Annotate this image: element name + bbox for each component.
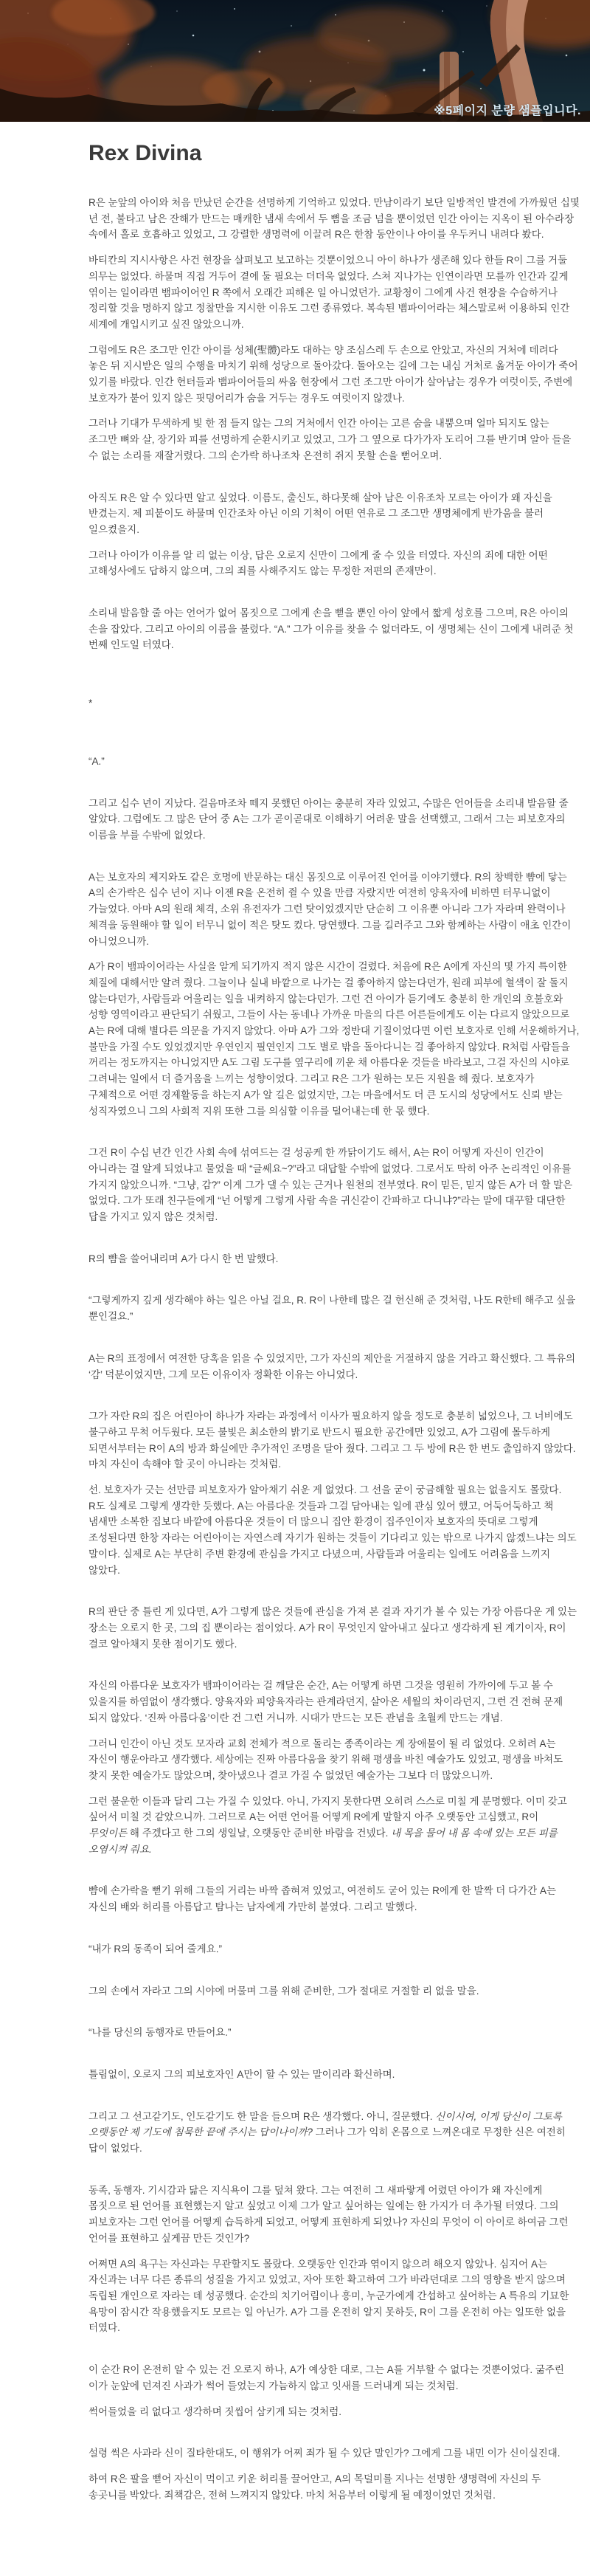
- paragraph: 그가 자란 R의 집은 어린아이 하나가 자라는 과정에서 이사가 필요하지 않을 정도로 충분히 넓었으나, 그 너비에도 불구하고 무척 어두웠다. 모든 불빛은 최소한의 밝기로 반드시 필요한 공간에만 있었고, A가 그림에 몰두하게 되면서부터는 R이 A의 방과 화실에만 추가적인 조명을 달아 줬다. 그리고 그 두 방에 R은 한 번도 출입하지 않았다. 마치 자신이 속해야 할 곳이 아니라는 것처럼.: [88, 1411, 576, 1470]
- paragraph-spacer: [88, 589, 580, 605]
- paragraph: A는 R의 표정에서 여전한 당혹을 읽을 수 있었지만, 그가 자신의 제안을 거절하지 않을 거라고 확신했다. 그 특유의 ‘감’ 덕분이었지만, 그게 모든 이유이자 정확한 이유는 아니었다.: [88, 1352, 576, 1380]
- paragraph: 그건 R이 수십 년간 인간 사회 속에 섞여드는 걸 성공케 한 까닭이기도 해서, A는 R이 어떻게 자신이 인간이 아니라는 걸 알게 되었냐고 물었을 때 “글쎄요~?”라고 대답할 수밖에 없었다. 그로서도 딱히 아주 논리적인 이유를 가지지 않았으니까. “그냥, 감?” 이게 그가 댈 수 있는 근거나 원천의 전부였다. R이 믿든, 믿지 않든 A가 더 할 말은 없었다. 그가 또래 친구들에게 “넌 어떻게 그렇게 사람 속을 귀신같이 간파하고 다니냐?”라는 말에 대꾸할 대단한 답을 가지고 있지 않은 것처럼.: [88, 1147, 573, 1223]
- paragraph: 그러나 아이가 이유를 알 리 없는 이상, 답은 오로지 신만이 그에게 줄 수 있을 터였다. 자신의 죄에 대한 어떤 고해성사에도 답하지 않으며, 그의 죄를 사해주지도 않는 무정한 저편의 존재만이.: [88, 549, 548, 577]
- paragraph: 하여 R은 팔을 뻗어 자신이 먹이고 키운 허리를 끌어안고, A의 목덜미를 지나는 선명한 생명력에 자신의 두 송곳니를 박았다. 죄책감은, 전혀 느껴지지 않았다. 마치 처음부터 이렇게 될 예정이었던 것처럼.: [88, 2473, 541, 2501]
- paragraph-spacer: [88, 853, 580, 869]
- paragraph: 바티칸의 지시사항은 사건 현장을 살펴보고 보고하는 것뿐이었으니 아이 하나가 생존해 있다 한들 R이 그를 거둘 의무는 없었다. 하물며 직접 거두어 곁에 둘 필요는 더더욱 없었다. 스쳐 지나가는 인연이라면 모를까 인간과 깊게 엮이는 일이라면 뱀파이어인 R 쪽에서 오래간 피해온 일 아니었던가. 교황청이 그에게 사건 현장을 수습하거나 정리할 것을 명하지 않고 정찰만을 지시한 이유도 그런 종류였다. 복속된 뱀파이어라는 체스말로써 이용하되 인간 세계에 개입시키고 싶진 않았으니까.: [88, 255, 570, 330]
- paragraph: 선. 보호자가 긋는 선만큼 피보호자가 알아채기 쉬운 게 없었다. 그 선을 굳이 궁금해할 필요는 없을지도 몰랐다. R도 실제로 그렇게 생각한 듯했다. A는 아름다운 것들과 그걸 담아내는 일에 관심 있어 했고, 어둑어둑하고 책 냄새만 소복한 집보다 바깥에 아름다운 것들이 더 많으니 집안 환경이 집주인이자 보호자의 뜻대로 그렇게 조성된다면 한창 자라는 어린아이는 자연스레 자기가 원하는 것들이 기다리고 있는 밖으로 나가지 않겠느냐는 의도 말이다. 실제로 A는 부단히 주변 환경에 관심을 가지고 다녔으며, 사람들과 어울리는 일에도 어려움을 느끼지 않았다.: [88, 1484, 577, 1576]
- paragraph: A는 보호자의 제지와도 같은 호명에 반문하는 대신 몸짓으로 이루어진 언어를 이야기했다. R의 창백한 뺨에 닿는 A의 손가락은 십수 년이 지나 이젠 R을 온전히 쥘 수 있을 만큼 자랐지만 여전히 양육자에 비하면 터무니없이 가늘었다. 아마 A의 원래 체격, 소위 유전자가 그런 탓이었겠지만 단순히 그 이유뿐 아니라 그가 자라며 완력이나 체격을 동원해야 할 일이 터무니 없이 적은 탓도 컸다. 당연했다. 그를 길러주고 그와 함께하는 사람이 애초 인간이 아니었으니까.: [88, 871, 572, 947]
- paragraph-spacer: [88, 2050, 580, 2067]
- paragraph: 틀림없이, 오로지 그의 피보호자인 A만이 할 수 있는 말이리라 확신하며.: [88, 2068, 395, 2080]
- paragraph-spacer: [88, 2429, 580, 2445]
- paragraph: “나를 당신의 동행자로 만들어요.”: [88, 2027, 232, 2039]
- article-body: [88, 195, 580, 2503]
- paragraph: 그리고 십수 년이 지났다. 걸음마조차 떼지 못했던 아이는 충분히 자라 있었고, 수많은 언어들을 소리내 발음할 줄 알았다. 그럼에도 그 많은 단어 중 A는 그가 곧이곧대로 이해하기 어려운 말을 선택했고, 그래서 그는 피보호자의 이름을 부를 수밖에 없었다.: [88, 797, 569, 841]
- paragraph-spacer: [88, 1235, 580, 1251]
- paragraph-spacer: [88, 1661, 580, 1678]
- paragraph-spacer: [88, 721, 580, 737]
- paragraph: 어쩌면 A의 욕구는 자신과는 무관할지도 몰랐다. 오랫동안 인간과 엮이지 않으려 해오지 않았나. 심지어 A는 자신과는 너무 다른 종류의 성질을 가지고 있었고, 자아 또한 확고하여 그가 바라던대로 그의 영향을 받지 않으며 독립된 개인으로 자라는 데 성공했다. 순간의 치기어림이나 흥미, 누군가에게 간섭하고 싶어하는 A 특유의 기묘한 욕망이 잠시간 작용했을지도 모르는 일 아닌가. A가 그를 온전히 알지 못하듯, R이 그를 온전히 아는 일또한 없을 터였다.: [88, 2258, 569, 2334]
- paragraph: 자신의 아름다운 보호자가 뱀파이어라는 걸 깨달은 순간, A는 어떻게 하면 그것을 영원히 가까이에 두고 볼 수 있을지를 하염없이 생각했다. 양육자와 피양육자라는 관계라던지, 살아온 세월의 차이라던지, 그런 건 전혀 문제 되지 않았다. ‘진짜 아름다움’이란 건 그런 거니까. 시대가 만드는 모든 관념을 초월케 만드는 개념.: [88, 1680, 563, 1723]
- paragraph-spacer: [88, 2093, 580, 2109]
- paragraph: 동족, 동행자. 기시감과 닮은 지식욕이 그를 덮쳐 왔다. 그는 여전히 그 새파랗게 어렸던 아이가 왜 자신에게 몸짓으로 된 언어를 표현했는지 알고 싶었고 이제 그가 알고 싶어하는 일에는 한 가지가 더 추가될 터였다. 그의 피보호자는 그런 언어를 어떻게 습득하게 되었고, 어떻게 표현하게 되었나? 자신의 무엇이 이 아이로 하여금 그런 언어를 표현하고 싶게끔 만든 것인가?: [88, 2184, 569, 2244]
- paragraph: 아직도 R은 알 수 있다면 알고 싶었다. 이름도, 출신도, 하다못해 살아 남은 이유조차 모르는 아이가 왜 자신을 반겼는지. 제 피붙이도 하물며 인간조차 아닌 이의 기척이 어떤 연유로 그 조그만 생명체에게 반가움을 불러 일으켰을지.: [88, 492, 552, 535]
- paragraph: “내가 R의 동족이 되어 줄게요.”: [88, 1943, 222, 1955]
- paragraph-spacer: [88, 1588, 580, 1604]
- paragraph: 그럼에도 R은 조그만 인간 아이를 성체(聖體)라도 대하는 양 조심스레 두 손으로 안았고, 자신의 거처에 데려다 놓은 뒤 지시받은 일의 수행을 마치기 위해 성당으로 돌아갔다. 돌아오는 길에 그는 내심 거처로 옮겨둔 아이가 죽어 있기를 바랐다. 인간 헌터들과 뱀파이어들의 싸움 현장에서 그런 조그만 아이가 살아남는 경우가 여럿이듯, 주변에 보호자가 붙어 있지 않은 핏덩어리가 숨을 거두는 경우도 여럿이지 않겠나.: [88, 344, 578, 404]
- paragraph-spacer: [88, 474, 580, 490]
- paragraph: R은 눈앞의 아이와 처음 만났던 순간을 선명하게 기억하고 있었다. 만남이라기 보단 일방적인 발견에 가까웠던 십몇 년 전, 불타고 남은 잔해가 만드는 매캐한 냄새 속에서 두 뼘을 조금 넘을 뿐이었던 인간 아이는 지옥이 된 아수라장 속에서 홀로 호흡하고 있었고, 그 강렬한 생명력에 이끌려 R은 한참 동안이나 아이를 우두커니 내려다 봤다.: [88, 197, 580, 241]
- paragraph: “그렇게까지 깊게 생각해야 하는 일은 아닐 걸요, R. R이 나한테 많은 걸 헌신해 준 것처럼, 나도 R한테 해주고 싶을 뿐인걸요.”: [88, 1295, 576, 1323]
- paragraph-spacer: [88, 737, 580, 754]
- paragraph-spacer: [88, 679, 580, 695]
- paragraph-spacer: [88, 1392, 580, 1408]
- paragraph: 이 순간 R이 온전히 알 수 있는 건 오로지 하나, A가 예상한 대로, 그는 A를 거부할 수 없다는 것뿐이었다. 굶주린 이가 눈앞에 던져진 사과가 썩어 들었는지 가늠하지 않고 잇새를 드러내게 되는 것처럼.: [88, 2364, 564, 2391]
- paragraph-spacer: [88, 779, 580, 796]
- paragraph-spacer: [88, 1276, 580, 1292]
- article: [0, 140, 590, 2576]
- paragraph-spacer: [88, 1967, 580, 1983]
- paragraph: 소리내 발음할 줄 아는 언어가 없어 몸짓으로 그에게 손을 뻗을 뿐인 아이 앞에서 짧게 성호를 그으며, R은 아이의 손을 잡았다. 그리고 아이의 이름을 불렀다. “A.” 그가 이유를 찾을 수 없더라도, 이 생명체는 신이 그에게 내려준 첫 번째 인도일 터였다.: [88, 607, 574, 651]
- paragraph: “A.”: [88, 755, 105, 767]
- paragraph-spacer: [88, 1867, 580, 1883]
- paragraph: 그러니 인간이 아닌 것도 모자라 교회 전체가 적으로 돌리는 종족이라는 게 장애물이 될 리 없었다. 오히려 A는 자신이 행운아라고 생각했다. 세상에는 진짜 아름다움을 찾기 위해 평생을 바친 예술가도 있었고, 평생을 바쳐도 찾지 못한 예술가도 많았으며, 찾아냈으나 결코 가질 수 없었던 예술가는 그보다 더 많았으니까.: [88, 1738, 563, 1781]
- paragraph-spacer: [88, 663, 580, 679]
- header-photo: [0, 0, 590, 122]
- paragraph: 썩어들었을 리 없다고 생각하며 짓씹어 삼키게 되는 것처럼.: [88, 2405, 341, 2417]
- paragraph: A가 R이 뱀파이어라는 사실을 알게 되기까지 적지 않은 시간이 걸렸다. 처음에 R은 A에게 자신의 몇 가지 특이한 체질에 대해서만 알려 줬다. 그늘이나 실내 바깥으로 나가는 걸 좋아하지 않는다던가, 원래 피부에 혈색이 잘 돌지 않는다던가, 사람들과 어울리는 일을 내켜하지 않는다던가. 그런 건 아이가 듣기에도 충분히 한 개인의 호불호와 성향 영역이라고 판단되기 쉬웠고, 그들이 사는 동네나 가까운 마을의 다른 어른들에게도 이는 다르지 않았으므로 A는 R에 대해 별다른 의문을 가지지 않았다. 아마 A가 그와 정반대 기질이었다면 이런 보호자로 인해 서운해하거나, 불만을 가질 수도 있었겠지만 우연인지 필연인지 그도 별로 밖을 돌아다니는 걸 좋아하지 않았다. R처럼 사람들을 꺼리는 정도까지는 아니었지만 A도 그림 도구를 옆구리에 끼운 채 아름다운 것들을 바라보고, 그걸 자신의 시야로 그려내는 일에서 더 즐거움을 느끼는 성향이었다. 그리고 R은 그가 원하는 모든 지원을 해 줬다. 보호자가 구체적으로 어떤 경제활동을 하는지 A가 알 길은 없었지만, 그는 마을에서도 더 큰 도시의 성당에서도 신뢰 받는 성직자였으니 그의 사회적 지위 또한 그를 의심할 이유를 덜어내는데 한 몫 했다.: [88, 961, 580, 1117]
- paragraph: R의 뺨을 쓸어내리며 A가 다시 한 번 말했다.: [88, 1253, 279, 1264]
- paragraph-spacer: [88, 1925, 580, 1941]
- paragraph: 그러나 기대가 무색하게 빛 한 점 들지 않는 그의 거처에서 인간 아이는 고른 숨을 내뿜으며 얼마 되지도 않는 조그만 뼈와 살, 장기와 피를 선명하게 순환시키고 있었고, 그가 그 옆으로 다가가자 도리어 그를 반기며 알아 들을 수 없는 소리를 재잘거렸다. 그의 손가락 하나조차 온전히 쥐지 못할 손을 뻗어오며.: [88, 418, 572, 461]
- post-title: Rex Divina: [88, 141, 202, 165]
- paragraph-spacer: [88, 2346, 580, 2362]
- paragraph: 설령 썩은 사과라 신이 질타한대도, 이 행위가 어찌 죄가 될 수 있단 말인가? 그에게 그를 내민 이가 신이실진대.: [88, 2448, 560, 2459]
- paragraph: 뺨에 손가락을 뻗기 위해 그들의 거리는 바짝 좁혀져 있었고, 여전히도 굳어 있는 R에게 한 발짝 더 다가간 A는 자신의 배와 허리를 아름답고 탐나는 남자에게 가만히 붙였다. 그리고 말했다.: [88, 1885, 556, 1913]
- sample-notice-badge: ※5페이지 분량 샘플입니다.: [434, 105, 581, 117]
- paragraph-spacer: [88, 1129, 580, 1145]
- section-divider: *: [88, 698, 93, 709]
- paragraph: 그의 손에서 자라고 그의 시야에 머물며 그를 위해 준비한, 그가 절대로 거절할 리 없을 말을.: [88, 1985, 479, 1997]
- paragraph-spacer: [88, 1335, 580, 1351]
- paragraph: 그리고 그 선고같기도, 인도같기도 한 말을 들으며 R은 생각했다. 아니, 질문했다. 신이시여, 이게 당신이 그토록 오랫동안 제 기도에 침묵한 끝에 주시는 답이나이까? 그러나 그가 익히 온몸으로 느껴온대로 무정한 신은 여전히 답이 없었다.: [88, 2110, 566, 2155]
- paragraph-spacer: [88, 2166, 580, 2183]
- paragraph: R의 판단 중 틀린 게 있다면, A가 그렇게 많은 것들에 관심을 가져 본 결과 자기가 볼 수 있는 가장 아름다운 게 있는 장소는 오로지 한 곳, 그의 집 뿐이라는 점이었다. A가 R이 무엇인지 알아내고 싶다고 생각하게 된 계기이자, R이 결코 알아채지 못한 점이기도 했다.: [88, 1606, 577, 1650]
- paragraph-spacer: [88, 2008, 580, 2025]
- paragraph: 그런 불운한 이들과 달리 그는 가질 수 있었다. 아니, 가지지 못한다면 오히려 스스로 미칠 게 분명했다. 이미 갖고 싶어서 미칠 것 같았으니까. 그러므로 A는 어떤 언어를 어떻게 R에게 말할지 아주 오랫동안 고심했고, R이 무엇이든 해 주겠다고 한 그의 생일날, 오랫동안 준비한 바람을 건넸다. 내 목을 물어 내 몸 속에 있는 모든 피를 오염시켜 줘요.: [88, 1795, 567, 1855]
